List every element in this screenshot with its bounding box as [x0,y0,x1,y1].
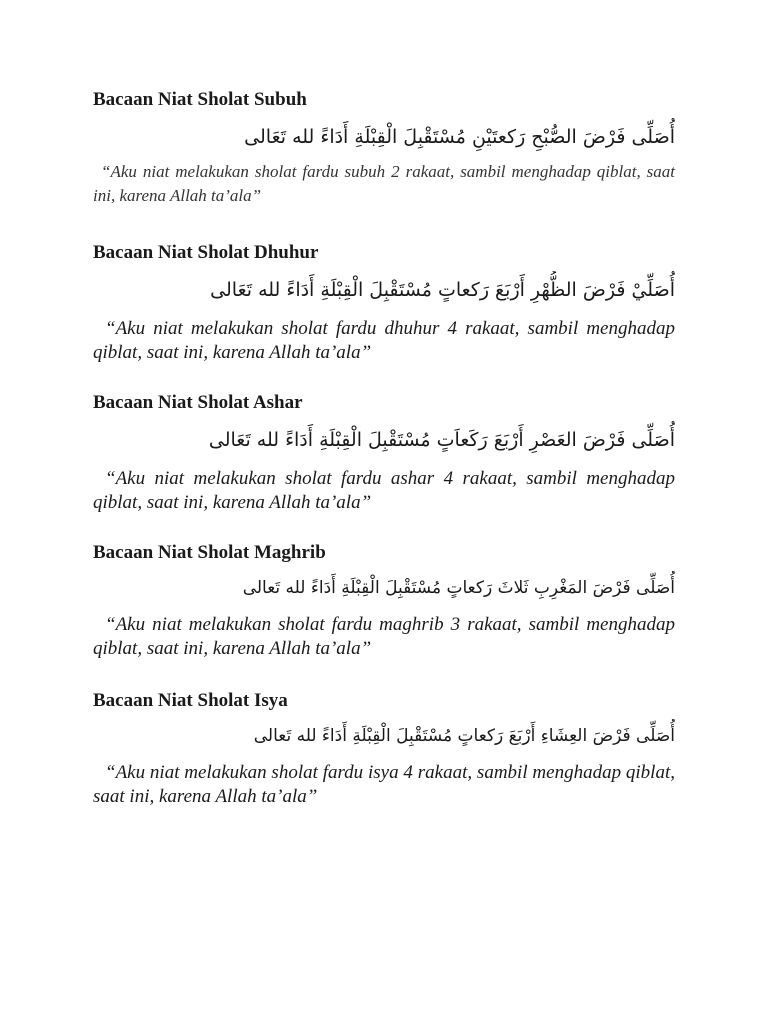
document-page [93,88,675,829]
translation-ashar: “Aku niat melakukan sholat fardu ashar 4 rakaat, sambil menghadap qiblat, saat ini, karena Allah ta’ala” [93,468,675,513]
section-subuh [93,88,675,241]
translation-isya: “Aku niat melakukan sholat fardu isya 4 rakaat, sambil menghadap qiblat, saat ini, karena Allah ta’ala” [93,762,675,807]
section-dhuhur [93,241,675,391]
heading-ashar: Bacaan Niat Sholat Ashar [93,392,303,413]
section-ashar [93,391,675,541]
heading-isya: Bacaan Niat Sholat Isya [93,690,288,711]
translation-maghrib: “Aku niat melakukan sholat fardu maghrib 3 rakaat, sambil menghadap qiblat, saat ini, karena Allah ta’ala” [93,614,675,659]
arabic-niat-ashar: أُصَلِّى فَرْضَ العَصْرِ أَرْبَعَ رَكَعاَتٍ مُسْتَقْبِلَ الْقِبْلَةِ أَدَاءً لله تَعَالى [208,429,675,451]
section-isya [93,689,675,829]
arabic-niat-maghrib: أُصَلِّى فَرْضَ المَغْرِبِ ثَلاثَ رَكعاتٍ مُسْتَقْبِلَ الْقِبْلَةِ أَدَاءً لله تَعالى [242,578,675,598]
arabic-niat-subuh: أُصَلِّى فَرْضَ الصُّبْحِ رَكعتَيْنِ مُسْتَقْبِلَ الْقِبْلَةِ أَدَاءً لله تَعَالى [244,126,675,148]
heading-subuh: Bacaan Niat Sholat Subuh [93,89,307,110]
section-maghrib [93,541,675,689]
heading-maghrib: Bacaan Niat Sholat Maghrib [93,542,326,563]
translation-subuh: “Aku niat melakukan sholat fardu subuh 2 rakaat, sambil menghadap qiblat, saat ini, karena Allah ta’ala” [93,162,675,205]
arabic-niat-isya: أُصَلِّى فَرْضَ العِشَاءِ أَرْبَعَ رَكعاتٍ مُسْتَقْبِلَ الْقِبْلَةِ أَدَاءً لله تَعالى [253,726,675,746]
arabic-niat-dhuhur: أُصَلِّيْ فَرْضَ الظُّهْرِ أَرْبَعَ رَكعاتٍ مُسْتَقْبِلَ الْقِبْلَةِ أَدَاءً لله تَعَالى [210,279,675,301]
translation-dhuhur: “Aku niat melakukan sholat fardu dhuhur 4 rakaat, sambil menghadap qiblat, saat ini, karena Allah ta’ala” [93,318,675,363]
heading-dhuhur: Bacaan Niat Sholat Dhuhur [93,242,319,263]
